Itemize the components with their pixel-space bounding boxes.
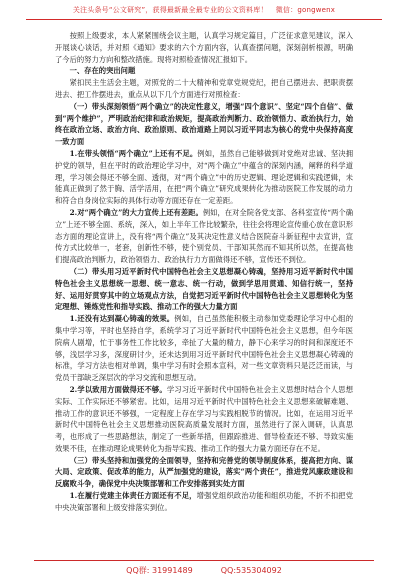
item-paragraph — [55, 207, 353, 266]
subsection-heading-2: （二）带头用习近平新时代中国特色社会主义思想凝心铸魂，坚持用习近平新时代中国特色社会主义思想统一思想、统一意志、统一行动，做到学思用贯通、知信行统一，坚持好、运用好贯穿其中的立场观点方法，自觉把习近平新时代中国特色社会主义思想转化为坚定理想、锤炼党性和指导实践、推动工作的强大力量方面 — [55, 266, 353, 312]
item-paragraph — [55, 384, 353, 455]
banner-text: 关注头条号“公文研究”，获得最新最全最专业的公文资料库！ — [72, 6, 268, 14]
item-heading: 1.在带头领悟“两个确立”上还有不足。 — [69, 148, 198, 158]
item-paragraph — [55, 490, 353, 514]
intro-paragraph: 按照上级要求，本人紧紧围绕会议主题，认真学习规定篇目，广泛征求意见建议，深入开展谈心谈话，并对照《通知》要求的六个方面内容，认真查摆问题，深刻剖析根源，明确了今后的努力方向和整改措施。现将对照检查情况汇报如下。 — [55, 31, 353, 64]
banner-wechat: 微信：gongwenx — [275, 6, 336, 14]
item-body: 例如，在对全院各党支部、各科室宣传“两个确立”上还不够全面、系统，深入，如上半年工作比较繁杂，往往会将理论宣传重心放在意识形态方面的理论宣讲上，没有将“两个确立”及其决定性意义结合医院奋斗新征程中去宣讲，宣传方式比较单一，老套，创新性不够，使个别党员、干部知其然而不知其所以然，在提高他们提高政治判断力，政治领悟力、政治执行力方面做得还不够，宣传还不到位。 — [55, 207, 353, 265]
item-heading: 1.还没有达到凝心铸魂的效果。 — [69, 314, 175, 324]
document-body — [55, 30, 353, 514]
item-body: 增强党组织政治功能和组织功能，不折不扣把党中央决策部署和上级安排落实到位。 — [55, 491, 353, 512]
item-paragraph — [55, 313, 353, 384]
item-body: 例如，自己虽然能积极主动参加党委理论学习中心组的集中学习等，平时也坚持自学，系统学习了习近平新时代中国特色社会主义思想，但今年医院病人剧增，忙于事务性工作比较多，牵扯了大量的精力，静下心来学习的时间和深度还不够，浅层学习多，深度研讨少，还未达到用习近平新时代中国特色社会主义思想凝心铸魂的标准，学习方法也相对单调，集中学习有时会照本宣科，对一些文章资料只是泛泛而读，与党员干部缺乏深层次的学习交流和思想互动。 — [55, 314, 353, 383]
footer-divider — [34, 560, 374, 561]
section-intro: 紧扣民主生活会主题，对照党的二十大精神和党章党规党纪，把自己摆进去、把职责摆进去、把工作摆进去，重点从以下几个方面进行对照检查： — [55, 78, 353, 99]
section-heading-1: 一、存在的突出问题 — [69, 66, 136, 76]
subsection-heading-1: （一）带头深刻领悟“两个确立”的决定性意义，增强“四个意识”、坚定“四个自信”、做到“两个维护”，严明政治纪律和政治规矩，提高政治判断力、政治领悟力、政治执行力，始终在政治立场、政治方向、政治原则、政治道路上同以习近平同志为核心的党中央保持高度一致方面 — [55, 101, 353, 147]
subsection-heading-3: （三）带头坚持和加强党的全面领导，坚持和完善党的领导制度体系，提高把方向、谋大局、定政策、促改革的能力，从严加强党的建设，落实“两个责任”，推进党风廉政建设和反腐败斗争，确保党中央决策部署和工作安排落到实处方面 — [55, 455, 353, 489]
item-heading: 2.学以致用方面做得还不够。 — [69, 384, 167, 394]
item-heading: 1.在履行党建主体责任方面还有不足， — [69, 491, 197, 501]
item-paragraph — [55, 148, 353, 207]
item-heading: 2.对“两个确立”的大力宣传上还有差距。 — [69, 207, 203, 217]
qq-group-text: QQ群: 31991489 — [126, 565, 193, 575]
item-body: 例如，虽然自己能够做到对党绝对忠诚、坚决拥护党的领导，但在平时的政治理论学习中，对“两个确立”中蕴含的深刻内涵，阐释的科学道理，学习领会得还不够全面、透彻，对“两个确立”中的历史逻辑、理论逻辑和实践逻辑，未能真正做到了然于胸、活学活用，在把“两个确立”研究成果转化为推动医院工作发展的动力和符合自身岗位实际的具体行动等方面还存在一定差距。 — [55, 148, 354, 206]
banner-divider — [26, 19, 382, 20]
promo-banner — [0, 0, 408, 20]
item-body: 学习习近平新时代中国特色社会主义思想时结合个人思想实际、工作实际还不够紧密。比如，运用习近平新时代中国特色社会主义思想来破解难题、推动工作的意识还不够强，一定程度上存在学习与实践相脱节的情况。比如，在运用习近平新时代中国特色社会主义思想推动医院高质量发展时方面，虽然进行了深入调研，认真思考，也形成了一些思路想法，制定了一些新举措，但跟踪推进、督导检查还不够、导致实施效果不佳，在推动理论成果转化为指导实践、推动工作的强大力量方面还存在不足。 — [55, 384, 353, 453]
qq-text: QQ:535304092 — [220, 565, 282, 575]
contact-footer — [0, 560, 408, 580]
